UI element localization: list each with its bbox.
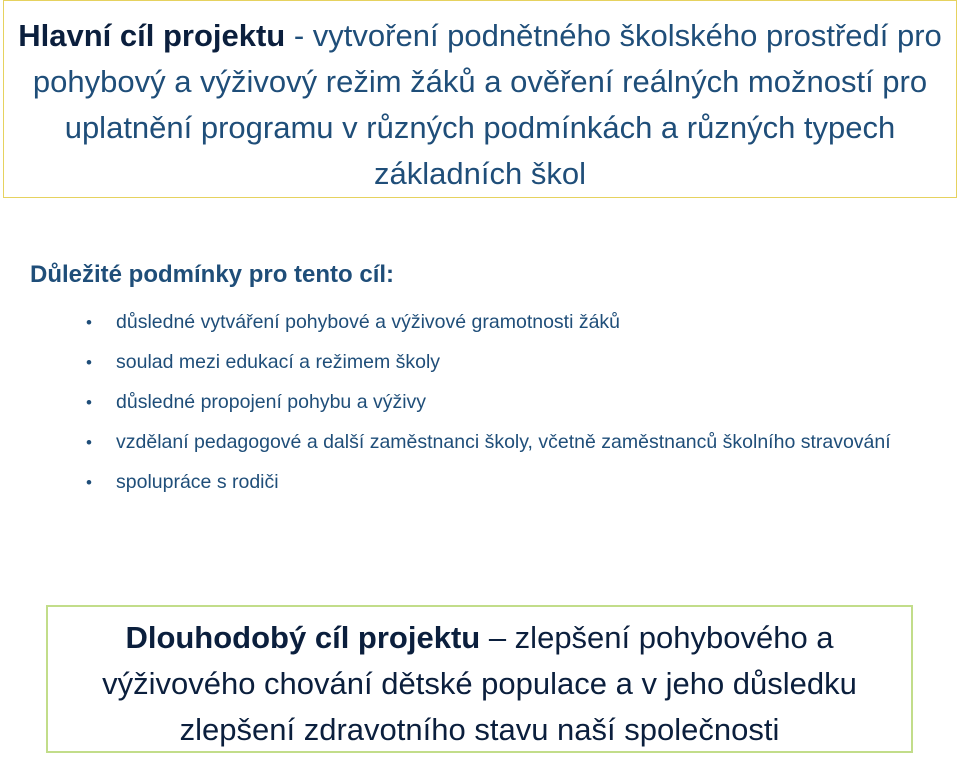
list-item-text: důsledné vytváření pohybové a výživové gramotnosti žáků [116,311,621,333]
bullet-icon [86,307,92,338]
conditions-list [30,307,930,497]
list-item-text: vzdělaní pedagogové a další zaměstnanci školy, včetně zaměstnanců školního stravování [116,431,891,453]
list-item-text: spolupráce s rodiči [116,471,279,493]
bullet-icon [86,347,92,378]
main-goal-label: Hlavní cíl projektu [18,18,286,53]
main-goal-text: - vytvoření podnětného školského prostředí pro pohybový a výživový režim žáků a ověření reálných možností pro uplatnění programu v různých podmínkách a různých typech základních škol [32,18,942,191]
list-item [30,467,930,497]
list-item-text: důsledné propojení pohybu a výživy [116,391,427,413]
list-item [30,427,916,457]
bullet-icon [86,387,92,418]
long-term-goal-label: Dlouhodobý cíl projektu [125,620,481,655]
bullet-icon [86,427,92,458]
list-item [30,387,930,417]
list-item-text: soulad mezi edukací a režimem školy [116,351,441,373]
long-term-goal-box [46,605,913,753]
long-term-goal-text: – zlepšení pohybového a výživového chování dětské populace a v jeho důsledku zlepšení zdravotního stavu naší společnosti [102,620,857,747]
bullet-icon [86,467,92,498]
list-item [30,347,930,377]
conditions-title: Důležité podmínky pro tento cíl: [30,261,395,288]
list-item [30,307,930,337]
conditions-section [30,255,930,507]
main-goal-box [3,0,957,198]
